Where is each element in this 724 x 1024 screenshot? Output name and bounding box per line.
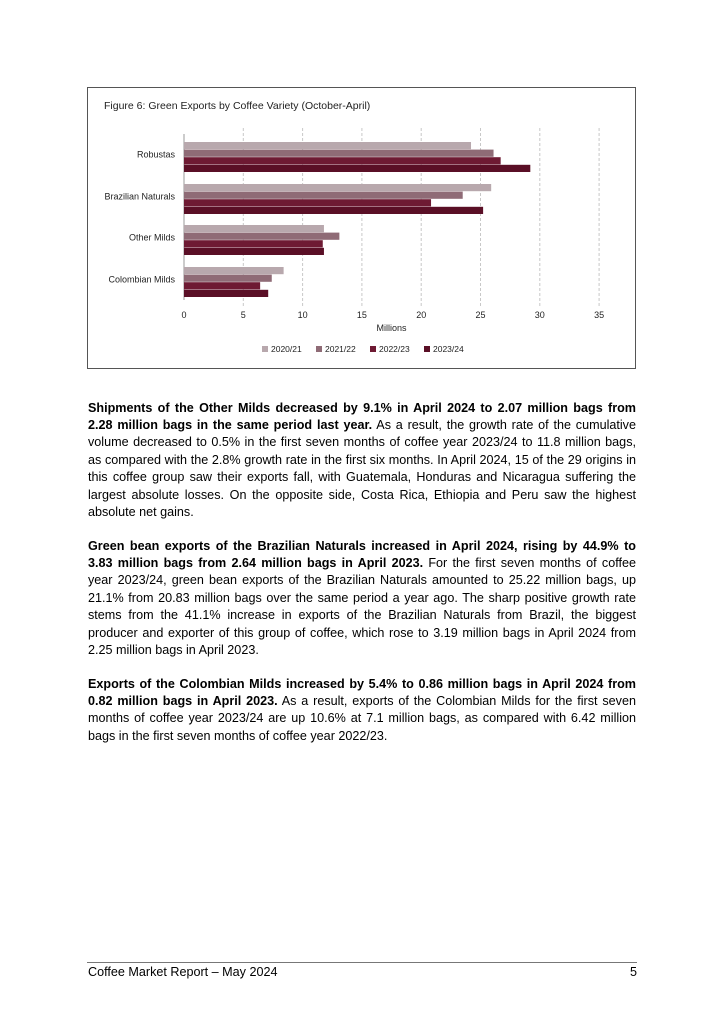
bar: [184, 240, 323, 247]
paragraph-other-milds: [88, 400, 636, 522]
paragraph-bold-lead: Green bean exports of the Brazilian Naturals increased in April 2024, rising by 44.9% to 3.83 million bags from 2.64 million bags in April 2023.: [88, 538, 636, 570]
category-label: Other Milds: [128, 232, 175, 243]
bar: [184, 150, 494, 157]
bar: [184, 275, 272, 282]
paragraph-colombian-milds: [88, 676, 636, 746]
bar: [184, 165, 530, 172]
legend-swatch: [316, 346, 322, 352]
category-label: Brazilian Naturals: [104, 191, 175, 202]
page-number: 5: [629, 965, 637, 979]
x-tick-label: 10: [297, 310, 308, 320]
bar: [184, 282, 260, 289]
bar: [184, 184, 491, 191]
bar: [184, 157, 501, 164]
bar: [184, 267, 284, 274]
legend-swatch: [424, 346, 430, 352]
bar: [184, 192, 463, 199]
x-tick-label: 15: [356, 310, 367, 320]
x-tick-label: 5: [240, 310, 246, 320]
x-axis-label: Millions: [376, 323, 407, 333]
x-tick-label: 35: [594, 310, 605, 320]
x-tick-label: 30: [534, 310, 545, 320]
paragraph-body: As a result, exports of the Colombian Milds for the first seven months of coffee year 2023/24 are up 10.6% at 7.1 million bags, as compared with 6.42 million bags in the first seven months of coffee year 2022/23.: [88, 694, 636, 743]
legend-swatch: [370, 346, 376, 352]
bar: [184, 207, 483, 214]
paragraph-bold-lead: Shipments of the Other Milds decreased by 9.1% in April 2024 to 2.07 million bags from 2.28 million bags in the same period last year.: [88, 400, 636, 432]
bar: [184, 248, 324, 255]
bar-chart: [88, 88, 637, 370]
legend-swatch: [262, 346, 268, 352]
legend-label: 2020/21: [271, 344, 302, 354]
figure-6-chart: [87, 87, 636, 369]
legend-label: 2022/23: [379, 344, 410, 354]
paragraph-bold-lead: Exports of the Colombian Milds increased by 5.4% to 0.86 million bags in April 2024 from 0.82 million bags in April 2023.: [88, 676, 636, 708]
legend-label: 2023/24: [433, 344, 464, 354]
category-label: Colombian Milds: [108, 274, 175, 285]
x-tick-label: 20: [416, 310, 427, 320]
x-tick-label: 25: [475, 310, 486, 320]
bar: [184, 290, 268, 297]
legend-label: 2021/22: [325, 344, 356, 354]
paragraph-brazilian-naturals: [88, 538, 636, 660]
footer-title: Coffee Market Report – May 2024: [88, 965, 278, 979]
bar: [184, 233, 339, 240]
bar: [184, 142, 471, 149]
category-label: Robustas: [136, 149, 175, 160]
bar: [184, 225, 324, 232]
paragraph-body: For the first seven months of coffee year 2023/24, green bean exports of the Brazilian Naturals amounted to 25.22 million bags, up 21.1% from 20.83 million bags over the same period a year ago. The sharp positive growth rate stems from the 41.1% increase in exports of the Brazilian Naturals from Brazil, the biggest producer and exporter of this group of coffee, which rose to 3.19 million bags in April 2024 from 2.25 million bags in April 2023.: [88, 556, 636, 658]
footer-divider: [87, 962, 637, 963]
x-tick-label: 0: [181, 310, 187, 320]
chart-title: Figure 6: Green Exports by Coffee Variety (October-April): [104, 100, 371, 112]
bar: [184, 199, 431, 206]
paragraph-body: As a result, the growth rate of the cumulative volume decreased to 0.5% in the first seven months of coffee year 2023/24 to 11.8 million bags, as compared with the 2.8% growth rate in the first six months. In April 2024, 15 of the 29 origins in this coffee group saw their exports fall, with Guatemala, Honduras and Nicaragua suffering the largest absolute losses. On the opposite side, Costa Rica, Ethiopia and Peru saw the highest absolute net gains.: [88, 418, 636, 520]
